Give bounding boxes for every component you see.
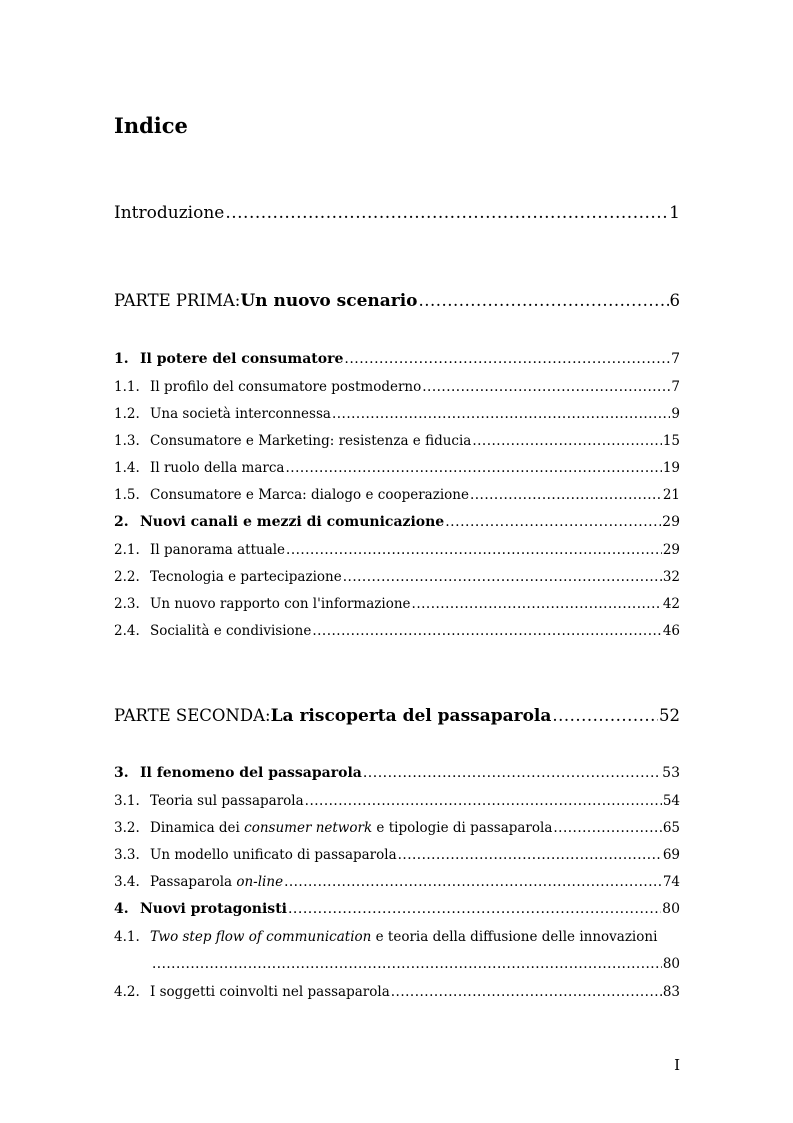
toc-section-1-1[interactable] [114,379,680,395]
toc-entry-page: 54 [662,793,680,809]
toc-chapter-number: 3. [114,765,129,781]
toc-entry-page: 7 [671,379,680,395]
toc-section-number: 3.3. [114,847,140,863]
toc-title-part: Dinamica dei [150,820,245,836]
toc-section-number: 1.5. [114,487,140,503]
toc-part-title: Un nuovo scenario [240,291,418,311]
toc-section-title: Una società interconnessa [150,406,331,422]
toc-title-italic: Two step flow of communication [150,929,372,945]
toc-section-3-1[interactable] [114,793,680,809]
toc-leader-dots [472,433,661,449]
toc-entry-page: 7 [671,351,680,367]
toc-entry-page: 46 [662,623,680,639]
toc-section-2-3[interactable] [114,596,680,612]
toc-section-number: 4.2. [114,984,140,1000]
toc-title-part: e tipologie di passaparola [372,820,553,836]
toc-entry-page: 15 [662,433,680,449]
toc-section-number: 3.4. [114,874,140,890]
toc-entry-page: 21 [662,487,680,503]
toc-entry-page: 1 [669,203,680,223]
toc-part-prima[interactable] [114,291,680,311]
toc-part-seconda[interactable] [114,706,680,726]
toc-section-title: Consumatore e Marketing: resistenza e fiducia [150,433,472,449]
toc-section-number: 3.2. [114,820,140,836]
toc-chapter-number: 2. [114,514,129,530]
toc-leader-dots [152,956,662,972]
toc-entry-page: 80 [662,956,680,972]
toc-section-number: 4.1. [114,929,140,945]
toc-leader-dots [422,379,670,395]
toc-entry-introduzione[interactable] [114,203,680,223]
toc-section-4-1-continuation[interactable] [114,956,680,972]
toc-title-part: e teoria della diffusione delle innovazioni [371,929,658,945]
toc-section-title: Il profilo del consumatore postmoderno [150,379,422,395]
toc-section-3-4[interactable] [114,874,680,890]
toc-leader-dots [286,542,662,558]
toc-entry-page: 42 [662,596,680,612]
toc-leader-dots [363,765,661,781]
toc-leader-dots [288,901,661,917]
toc-section-1-2[interactable] [114,406,680,422]
toc-entry-page: 9 [671,406,680,422]
toc-section-number: 1.3. [114,433,140,449]
toc-leader-dots [553,820,661,836]
toc-entry-page: 74 [662,874,680,890]
toc-leader-dots [305,793,662,809]
toc-leader-dots [552,706,658,725]
toc-chapter-title: Il potere del consumatore [140,351,344,367]
toc-title-italic: consumer network [244,820,373,836]
toc-leader-dots [398,847,662,863]
toc-section-title [150,929,657,945]
page-number: I [674,1056,680,1074]
toc-section-2-4[interactable] [114,623,680,639]
toc-entry-page: 53 [662,765,680,781]
toc-section-1-3[interactable] [114,433,680,449]
toc-entry-page: 69 [662,847,680,863]
toc-section-number: 2.2. [114,569,140,585]
toc-section-2-2[interactable] [114,569,680,585]
toc-section-number: 1.2. [114,406,140,422]
toc-entry-page: 52 [659,706,680,725]
toc-part-prefix: PARTE PRIMA: [114,291,241,310]
toc-section-number: 3.1. [114,793,140,809]
toc-section-3-3[interactable] [114,847,680,863]
toc-section-title [150,874,283,890]
toc-leader-dots [312,623,661,639]
toc-section-number: 1.4. [114,460,140,476]
toc-leader-dots [419,291,669,310]
toc-section-3-2[interactable] [114,820,680,836]
toc-section-title: Un modello unificato di passaparola [150,847,397,863]
toc-section-number: 2.4. [114,623,140,639]
toc-chapter-number: 1. [114,351,129,367]
toc-chapter-title: Il fenomeno del passaparola [140,765,362,781]
toc-leader-dots [445,514,661,530]
toc-section-4-1[interactable] [114,929,680,945]
toc-section-title: Consumatore e Marca: dialogo e cooperazione [150,487,469,503]
toc-section-title: Un nuovo rapporto con l'informazione [150,596,411,612]
toc-leader-dots [284,874,662,890]
toc-section-title: I soggetti coinvolti nel passaparola [150,984,390,1000]
toc-chapter-title: Nuovi protagonisti [140,901,287,917]
toc-section-title: Teoria sul passaparola [150,793,304,809]
toc-section-title: Tecnologia e partecipazione [150,569,342,585]
toc-leader-dots [285,460,661,476]
toc-entry-page: 19 [662,460,680,476]
toc-section-title [150,820,552,836]
toc-entry-page: 83 [662,984,680,1000]
toc-part-prefix: PARTE SECONDA: [114,706,271,725]
toc-entry-page: 32 [662,569,680,585]
toc-entry-page: 29 [662,542,680,558]
toc-chapter-number: 4. [114,901,129,917]
toc-entry-page: 80 [662,901,680,917]
toc-section-number: 2.3. [114,596,140,612]
toc-leader-dots [412,596,662,612]
page-title: Indice [114,113,188,138]
toc-chapter-1[interactable] [114,351,680,367]
toc-section-title: Il panorama attuale [150,542,286,558]
toc-leader-dots [332,406,670,422]
toc-section-4-2[interactable] [114,984,680,1000]
toc-leader-dots [343,569,662,585]
toc-title-italic: on-line [236,874,284,890]
toc-chapter-2[interactable] [114,514,680,530]
toc-entry-page: 29 [662,514,680,530]
toc-section-2-1[interactable] [114,542,680,558]
toc-entry-page: 6 [669,291,680,310]
toc-leader-dots [344,351,670,367]
toc-chapter-title: Nuovi canali e mezzi di comunicazione [140,514,445,530]
toc-chapter-4[interactable] [114,901,680,917]
toc-title-part: Passaparola [150,874,237,890]
toc-section-number: 2.1. [114,542,140,558]
toc-section-number: 1.1. [114,379,140,395]
toc-leader-dots [225,203,668,223]
toc-entry-page: 65 [662,820,680,836]
toc-section-1-5[interactable] [114,487,680,503]
toc-section-title: Socialità e condivisione [150,623,312,639]
toc-section-title: Il ruolo della marca [150,460,285,476]
toc-leader-dots [470,487,662,503]
toc-chapter-3[interactable] [114,765,680,781]
toc-entry-label: Introduzione [114,203,225,223]
toc-section-1-4[interactable] [114,460,680,476]
toc-leader-dots [391,984,662,1000]
toc-part-title: La riscoperta del passaparola [270,706,552,726]
